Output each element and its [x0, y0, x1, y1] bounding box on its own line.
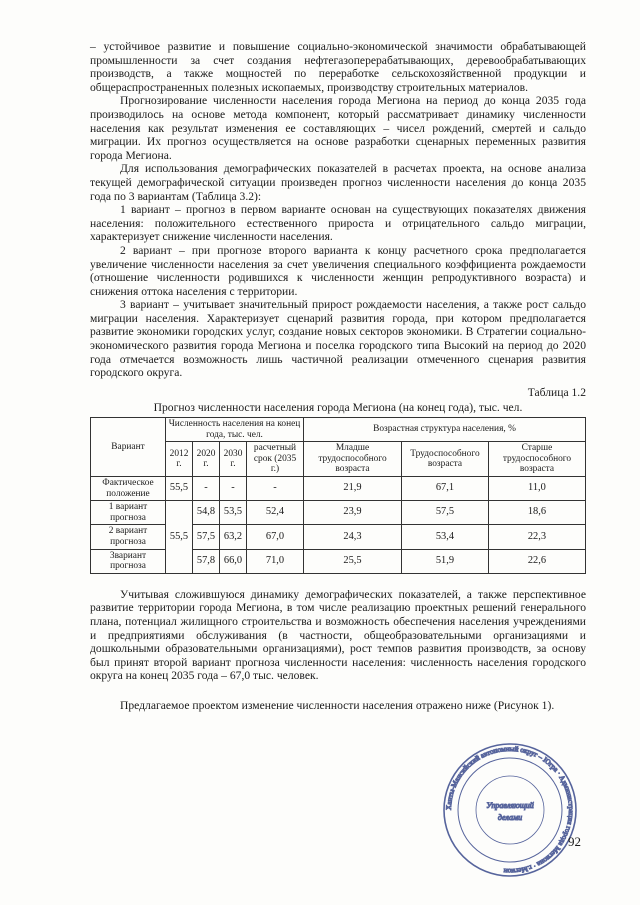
paragraph-variant-2: 2 вариант – при прогнозе второго варианта к концу расчетного срока предполагается увеличение численности населения за счет увеличения специального коэффициента рождаемости (отношение численности родившихся к численности женщин репродуктивного возраста) и снижения оттока населения с территории. [90, 243, 586, 298]
stamp-ring-text: Ханты-Мансийский автономный округ – Югра · Администрация города Мегиона · г.Мегион [444, 744, 576, 876]
cell-old: 18,6 [488, 501, 585, 525]
cell-2030: - [220, 477, 247, 501]
paragraph-variant-3: 3 вариант – учитывает значительный прирост рождаемости населения, а также рост сальдо миграции населения. Характеризует сценарий развития города, при котором предполагается развитие экономики городских услуг, создание новых секторов экономики. В Стратегии социально-экономического развития города Мегиона и поселка городского типа Высокий на период до 2020 года отмечается возможность лишь частичной реализации отмеченного сценария развития городского округа. [90, 298, 586, 380]
page-content [90, 40, 586, 713]
header-2030: 2030 г. [220, 442, 247, 477]
table-row [91, 501, 586, 525]
cell-2020: - [193, 477, 220, 501]
cell-calc: 52,4 [247, 501, 304, 525]
cell-calc: 67,0 [247, 525, 304, 549]
cell-2020: 54,8 [193, 501, 220, 525]
cell-young: 23,9 [304, 501, 402, 525]
header-2012: 2012 г. [166, 442, 193, 477]
cell-working: 57,5 [401, 501, 488, 525]
cell-calc: - [247, 477, 304, 501]
cell-2020: 57,5 [193, 525, 220, 549]
cell-young: 24,3 [304, 525, 402, 549]
cell-old: 22,6 [488, 549, 585, 573]
table-number: Таблица 1.2 [527, 385, 586, 399]
row-label: 2 вариант прогноза [91, 525, 166, 549]
row-label: 1 вариант прогноза [91, 501, 166, 525]
cell-working: 67,1 [401, 477, 488, 501]
stamp-inner-ring [458, 758, 562, 862]
cell-old: 22,3 [488, 525, 585, 549]
cell-working: 53,4 [401, 525, 488, 549]
table-row [91, 525, 586, 549]
header-variant: Вариант [91, 418, 166, 477]
stamp-center-text-line2: делами [497, 813, 523, 822]
cell-old: 11,0 [488, 477, 585, 501]
cell-2030: 66,0 [220, 549, 247, 573]
paragraph-variants-intro: Для использования демографических показателей в расчетах проекта, на основе анализа текущей демографической ситуации произведен прогноз численности населения до конца 2035 года по 3 вариантам (Таблица 3.2): [90, 162, 586, 203]
cell-young: 25,5 [304, 549, 402, 573]
stamp-center-text: Управляющий [486, 801, 534, 810]
cell-calc: 71,0 [247, 549, 304, 573]
header-calc-term: расчетный срок (2035 г.) [247, 442, 304, 477]
header-2020: 2020 г. [193, 442, 220, 477]
cell-working: 51,9 [401, 549, 488, 573]
table-subheader-row [91, 442, 586, 477]
cell-2030: 53,5 [220, 501, 247, 525]
table-header-row [91, 418, 586, 442]
page-number: 92 [568, 834, 581, 849]
cell-2012: 55,5 [166, 477, 193, 501]
cell-2012-merged: 55,5 [166, 501, 193, 574]
header-population: Численность населения на конец года, тыс. чел. [166, 418, 304, 442]
paragraph-bullet: – устойчивое развитие и повышение социально-экономической значимости обрабатывающей промышленности за счет создания нефтегазоперерабатывающих, деревообрабатывающих производств, а также мощностей по переработке сельскохозяйственной продукции и общераспространенных полезных ископаемых, производству строительных материалов. [90, 40, 586, 94]
row-label: Фактическое положение [91, 477, 166, 501]
table-title: Прогноз численности населения города Мегиона (на конец года), тыс. чел. [153, 401, 523, 415]
header-old: Старше трудоспособного возраста [488, 442, 585, 477]
table-row [91, 549, 586, 573]
cell-young: 21,9 [304, 477, 402, 501]
row-label: 3вариант прогноза [91, 549, 166, 573]
header-working: Трудоспособного возраста [401, 442, 488, 477]
table-row [91, 477, 586, 501]
cell-2030: 63,2 [220, 525, 247, 549]
population-forecast-table [90, 417, 586, 574]
header-young: Младше трудоспособного возраста [304, 442, 402, 477]
header-age-structure: Возрастная структура населения, % [304, 418, 586, 442]
stamp-outer-ring [444, 744, 576, 876]
paragraph-conclusion: Учитывая сложившуюся динамику демографических показателей, а также перспективное развитие территории города Мегиона, в том числе реализацию проектных решений генерального плана, потенциал жилищного строительства и возможность обеспечения населения учреждениями и предприятиями обслуживания (в частности, общеобразовательными организациями и дошкольными образовательными организациями), рост темпов развития производств, за основу был принят второй вариант прогноза численности населения: численность населения городского округа на конец 2035 года – 67,0 тыс. человек. [90, 587, 586, 683]
paragraph-forecast-method: Прогнозирование численности населения города Мегиона на период до конца 2035 года производилось на основе метода компонент, который рассматривает динамику численности населения как результат изменения ее составляющих – чисел рождений, смертей и сальдо миграции. Их прогноз осуществляется на основе разработки сценарных переменных развития города Мегиона. [90, 94, 586, 162]
cell-2020: 57,8 [193, 549, 220, 573]
paragraph-variant-1: 1 вариант – прогноз в первом варианте основан на существующих показателях движения населения: положительного естественного прироста и отрицательного сальдо миграции, характеризует снижение численности населения. [90, 203, 586, 244]
stamp-center-ring [476, 776, 544, 844]
official-seal-stamp [440, 740, 580, 880]
paragraph-figure-ref: Предлагаемое проектом изменение численности населения отражено ниже (Рисунок 1). [120, 698, 555, 712]
